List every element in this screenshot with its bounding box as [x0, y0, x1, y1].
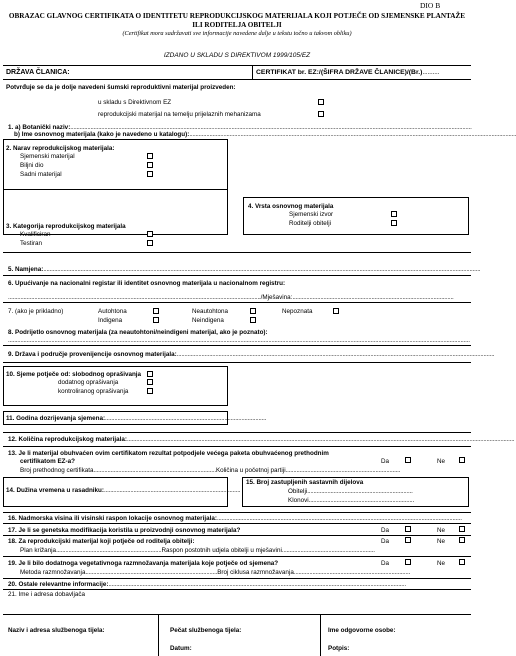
checkbox-tested[interactable]: [147, 240, 153, 246]
field-propagation-method[interactable]: Metoda razmnožavanja.....................................................................................Broj ciklusa razmnožavanja...........................................................................: [20, 569, 411, 576]
s17-no-label: Ne: [437, 527, 446, 534]
confirmation-text: Potvrđuje se da je dolje navedeni šumski reproduktivni materijal proizveden:: [6, 84, 236, 91]
page-label: DIO B: [420, 1, 441, 10]
section-2-heading: 2. Narav reprodukcijskog materijala:: [6, 145, 115, 152]
member-state-label: DRŽAVA ČLANICA:: [6, 69, 70, 76]
section-13-text-2: certifikatom EZ-a?: [20, 458, 75, 465]
s13-yes-label: Da: [381, 458, 390, 465]
checkbox-open-pollination[interactable]: [147, 371, 153, 377]
form-subtitle: (Certifikat mora sadržavati sve informacije navedene dalje u tekstu točno u takvom obliku): [122, 30, 352, 37]
s2-item-seed: Sjemenski materijal: [20, 153, 75, 160]
field-provenance[interactable]: 9. Država i područje provenijencije osnovnog materijala:.............................................................................................................................................................................................................: [8, 351, 495, 358]
form-title-line2: ILI RODITELJA OBITELJI: [192, 21, 282, 29]
checkbox-s19-yes[interactable]: [405, 559, 411, 565]
field-purpose[interactable]: 5. Namjena:..........................................................................................................................................................................................................................................................................................: [8, 266, 481, 273]
checkbox-non-indigenous[interactable]: [250, 317, 256, 323]
section-21-text: 21. Ime i adresa dobavljača: [8, 591, 86, 598]
s7-non-autochthonous: Neautohtona: [192, 308, 229, 315]
s10-controlled: kontroliranog oprašivanja: [58, 388, 129, 395]
section-4-heading: 4. Vrsta osnovnog materijala: [248, 203, 334, 210]
s3-item-tested: Testiran: [20, 240, 43, 247]
checkbox-s18-yes[interactable]: [405, 537, 411, 543]
section-10-heading: 10. Sjeme potječe od: slobodnog oprašivanja: [6, 371, 142, 378]
s7-non-indigenous: Neindigena: [192, 317, 224, 324]
checkbox-s18-no[interactable]: [459, 537, 465, 543]
s7-autochthonous: Autohtona: [98, 308, 127, 315]
checkbox-indigenous[interactable]: [153, 317, 159, 323]
section-15-heading: 15. Broj zastupljenih sastavnih dijelova: [246, 479, 364, 486]
s19-yes-label: Da: [381, 560, 390, 567]
s2-item-plant-part: Biljni dio: [20, 162, 44, 169]
checkbox-non-autochthonous[interactable]: [250, 308, 256, 314]
checkbox-transitional[interactable]: [318, 111, 324, 117]
checkbox-s13-yes[interactable]: [405, 457, 411, 463]
checkbox-seed[interactable]: [147, 153, 153, 159]
checkbox-s17-no[interactable]: [459, 526, 465, 532]
section-6-text: 6. Upućivanje na nacionalni registar ili identitet osnovnog materijala u nacionalnom registru:: [8, 280, 286, 287]
s10-supplementary: dodatnog oprašivanja: [58, 379, 119, 386]
checkbox-directive[interactable]: [318, 99, 324, 105]
field-altitude[interactable]: 16. Nadmorska visina ili visinski raspon lokacije osnovnog materijala:..............................................................................................................................................................: [8, 515, 462, 522]
s2-item-planting-stock: Sadni materijal: [20, 171, 62, 178]
section-3-heading: 3. Kategorija reprodukcijskog materijala: [6, 223, 126, 230]
certificate-number-label: CERTIFIKAT br. EZ:/(ŠIFRA DRŽAVE ČLANICE)/(Br.)..........: [256, 69, 440, 76]
section-19-text: 19. Je li bilo dodatnoga vegetativnoga razmnožavanja materijala koje potječe od sjemena?: [8, 560, 279, 567]
s7-unknown: Nepoznata: [282, 308, 313, 315]
checkbox-qualified[interactable]: [147, 231, 153, 237]
field-clones[interactable]: Klonovi....................................................................: [288, 497, 415, 504]
option-directive-label: u skladu s Direktivnom EZ: [98, 99, 172, 106]
field-basic-material-name[interactable]: b) Ime osnovnog materijala (kako je navedeno u katalogu):...................................................................................................................................................................................................................: [14, 131, 516, 138]
footer-seal-label: Pečat službenoga tijela:: [170, 627, 242, 634]
section-8-text: 8. Podrijetlo osnovnog materijala (za neautohtoni/neindigeni materijal, ako je poznato):: [8, 329, 268, 336]
section-13-text: 13. Je li materijal obuhvaćen ovim certifikatom rezultat potpodjele većega paketa obuhvaćenog prethodnim: [8, 450, 329, 457]
checkbox-supplementary-pollination[interactable]: [147, 379, 153, 385]
s18-yes-label: Da: [381, 538, 390, 545]
s4-item-parents-of-family: Roditelji obitelji: [289, 220, 331, 227]
s18-no-label: Ne: [437, 538, 446, 545]
footer-officer-label: Ime odgovorne osobe:: [328, 627, 396, 634]
field-crossing-plan[interactable]: Plan križanja....................................................................Raspon postotnih udjela obitelji u mješavini............................................................: [20, 547, 375, 554]
checkbox-seed-source[interactable]: [391, 211, 397, 217]
field-nursery-time[interactable]: 14. Dužina vremena u rasadniku:........................................................................................: [6, 487, 241, 494]
checkbox-controlled-pollination[interactable]: [147, 388, 153, 394]
checkbox-unknown[interactable]: [333, 308, 339, 314]
field-quantity[interactable]: 12. Količina reprodukcijskog materijala:..........................................................................................................................................................................................................................................................: [8, 436, 515, 443]
section-18-text: 18. Za reprodukcijski materijal koji potječe od roditelja obitelji:: [8, 538, 195, 545]
checkbox-plant-part[interactable]: [147, 162, 153, 168]
footer-date-label: Datum:: [170, 645, 192, 652]
form-title-line1: OBRAZAC GLAVNOG CERTIFIKATA O IDENTITETU REPRODUKCIJSKOG MATERIJALA KOJI POTJEČE OD SJEMENSKE PLANTAŽE: [8, 12, 466, 20]
section-7-label: 7. (ako je prikladno): [8, 308, 64, 315]
footer-official-body-label: Naziv i adresa službenoga tijela:: [8, 627, 105, 634]
field-other-info[interactable]: 20. Ostale relevantne informacije:................................................................................................................................................................................................: [8, 581, 406, 588]
checkbox-planting-stock[interactable]: [147, 171, 153, 177]
s4-item-seed-source: Sjemenski izvor: [289, 211, 334, 218]
checkbox-s13-no[interactable]: [459, 457, 465, 463]
s19-no-label: Ne: [437, 560, 446, 567]
checkbox-parents-of-family[interactable]: [391, 220, 397, 226]
s17-yes-label: Da: [381, 527, 390, 534]
checkbox-autochthonous[interactable]: [153, 308, 159, 314]
s7-indigenous: Indigena: [98, 317, 123, 324]
field-families[interactable]: Obitelji....................................................................: [288, 488, 413, 495]
section-17-text: 17. Je li se genetska modifikacija koristila u proizvodnji osnovnog materijala?: [8, 527, 241, 534]
checkbox-s19-no[interactable]: [459, 559, 465, 565]
field-botanical-name[interactable]: 1. a) Botanički naziv:...................................................................................................................................................................................................................................................................: [8, 124, 472, 131]
field-origin[interactable]: ..........................................................................................................................................................................................................................................................................................................: [8, 337, 470, 344]
field-previous-certificate[interactable]: Broj prethodnog certifikata...............................................................................Količina u početnoj partiji..........................................................................: [20, 467, 401, 474]
option-transitional-label: reprodukcijski materijal na temelju prijelaznih mehanizama: [98, 111, 261, 118]
field-ripening-year[interactable]: 11. Godina dozrijevanja sjemena:........................................................................................................: [6, 415, 267, 422]
issued-note: IZDANO U SKLADU S DIREKTIVOM 1999/105/EZ: [163, 52, 311, 59]
field-region-mixture[interactable]: .................................................................................................................................................................../Mješavina:........................................................................................................: [8, 294, 454, 301]
s3-item-qualified: Kvalificiran: [20, 231, 51, 238]
s13-no-label: Ne: [437, 458, 446, 465]
checkbox-s17-yes[interactable]: [405, 526, 411, 532]
footer-signature-label: Potpis:: [328, 645, 350, 652]
